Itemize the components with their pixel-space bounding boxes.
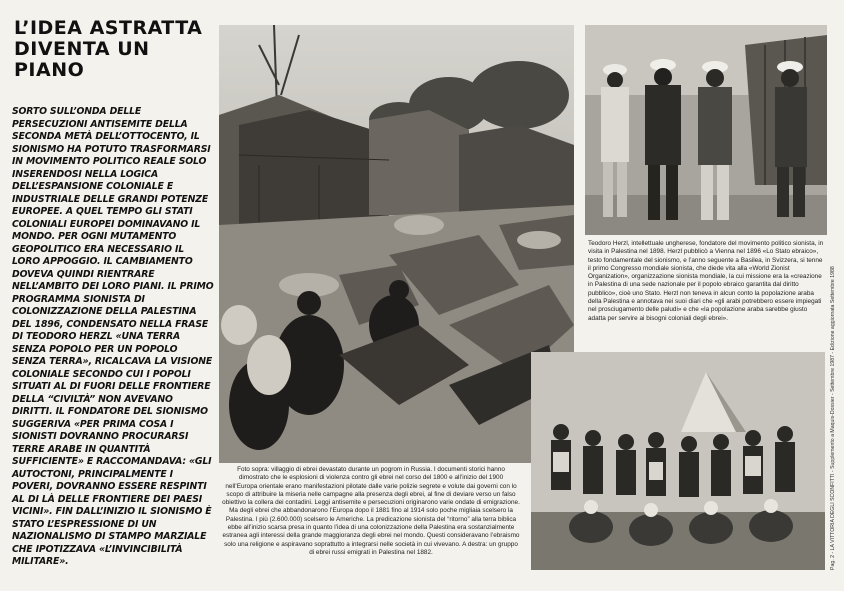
article-title	[14, 18, 214, 81]
article-body: SORTO SULL’ONDA DELLE PERSECUZIONI ANTISEMITE DELLA SECONDA METÀ DELL’OTTOCENTO, IL SIONISMO HA POTUTO TRASFORMARSI IN MOVIMENTO POLITICO REALE SOLO INSERENDOSI NELLA LOGICA DELL’ESPANSIONE COLONIALE E INDUSTRIALE DELLE GRANDI POTENZE EUROPEE. A QUEL TEMPO GLI STATI COLONIALI EUROPEI DOMINAVANO IL MONDO. PER OGNI MUTAMENTO GEOPOLITICO ERA NECESSARIO IL LORO APPOGGIO. IL CAMBIAMENTO DOVEVA QUINDI RIENTRARE NELL’AMBITO DEI LORO PIANI. IL PRIMO PROGRAMMA SIONISTA DI COLONIZZAZIONE DELLA PALESTINA DEL 1896, CONDENSATO NELLA FRASE DI TEODORO HERZL «UNA TERRA SENZA POPOLO PER UN POPOLO SENZA TERRA», RICALCAVA LA VISIONE COLONIALE SECONDO CUI I POPOLI SITUATI AL DI FUORI DELLE FRONTIERE DELLA “CIVILTÀ” NON AVEVANO DIRITTI. IL FONDATORE DEL SIONISMO SUGGERIVA «PER PRIMA COSA I SIONISTI DOVRANNO PROCURARSI TERRE ARABE IN QUANTITÀ SUFFICIENTE» E RACCOMANDAVA: «GLI AUTOCTONI, PRINCIPALMENTE I POVERI, DOVRANNO ESSERE RESPINTI AL DI LÀ DELLE FRONTIERE DEI PAESI VICINI». FIN DALL’INIZIO IL SIONISMO È STATO L’ESPRESSIONE DI UN NAZIONALISMO DI STAMPO MARZIALE CHE IPOTIZZAVA «L’INVINCIBILITÀ MILITARE».	[12, 106, 214, 567]
herzl-photo	[585, 25, 827, 235]
title-line-2: DIVENTA UN PIANO	[14, 38, 150, 81]
emigrants-group-photo	[531, 352, 825, 570]
village-photo-caption: Foto sopra: villaggio di ebrei devastato durante un pogrom in Russia. I documenti storici hanno dimostrato che le esplosioni di violenza contro gli ebrei nel corso del 1800 e all’inizio del 1900 nell’Europa orientale erano manifestazioni pilotate dalle varie polizie segrete e volute dai governi con lo scopo di attribuire la miseria nelle campagne alla presenza degli ebrei, al fine di deviare verso un falso obiettivo la collera dei contadini. Leggi antisemite e persecuzioni originarono varie ondate di emigrazione. Ma degli ebrei che abbandonarono l’Europa dopo il 1881 fino al 1914 solo poche migliaia scelsero la Palestina. I più (2.600.000) scelsero le Americhe. La predicazione sionista del “ritorno” alla terra biblica ebbe all’inizio scarsa presa in quanto l’idea di una colonizzazione della Palestina era sostanzialmente estranea agli interessi della grande maggioranza degli ebrei nel mondo. Questi consideravano l’ebraismo solo una religione e aspiravano soprattutto a integrarsi nelle società in cui vivevano. A destra: un gruppo di ebrei russi emigrati in Palestina nel 1882.	[222, 466, 520, 556]
herzl-photo-caption: Teodoro Herzl, intellettuale ungherese, fondatore del movimento politico sionista, in visita in Palestina nel 1898. Herzl pubblicò a Vienna nel 1896 «Lo Stato ebraico», testo fondamentale del sionismo, e l’anno seguente a Basilea, in Svizzera, si tenne il primo Congresso mondiale sionista, che diede vita alla «World Zionist Organization», organizzazione sionista mondiale, la cui missione era la «creazione in Palestina di una sede nazionale per il popolo ebraico garantita dal diritto pubblico», cioè uno Stato. Herzl non teneva in alcun conto la popolazione araba della Palestina e annotava nei suoi diari che «gli arabi potrebbero essere impiegati nel prosciugamento delle paludi» e che «la popolazione araba sarebbe giusto adatta per servire ai bisogni coloniali degli ebrei».	[588, 240, 824, 322]
page-credit: Pag. 2 - LA VITTORIA DEGLI SCONFITTI - Supplemento a Maquis-Dossier - Settembre 1987 - Edizione aggiornata Settembre 1988	[830, 266, 836, 570]
village-photo	[219, 25, 574, 463]
title-line-1: L’IDEA ASTRATTA	[14, 17, 203, 39]
